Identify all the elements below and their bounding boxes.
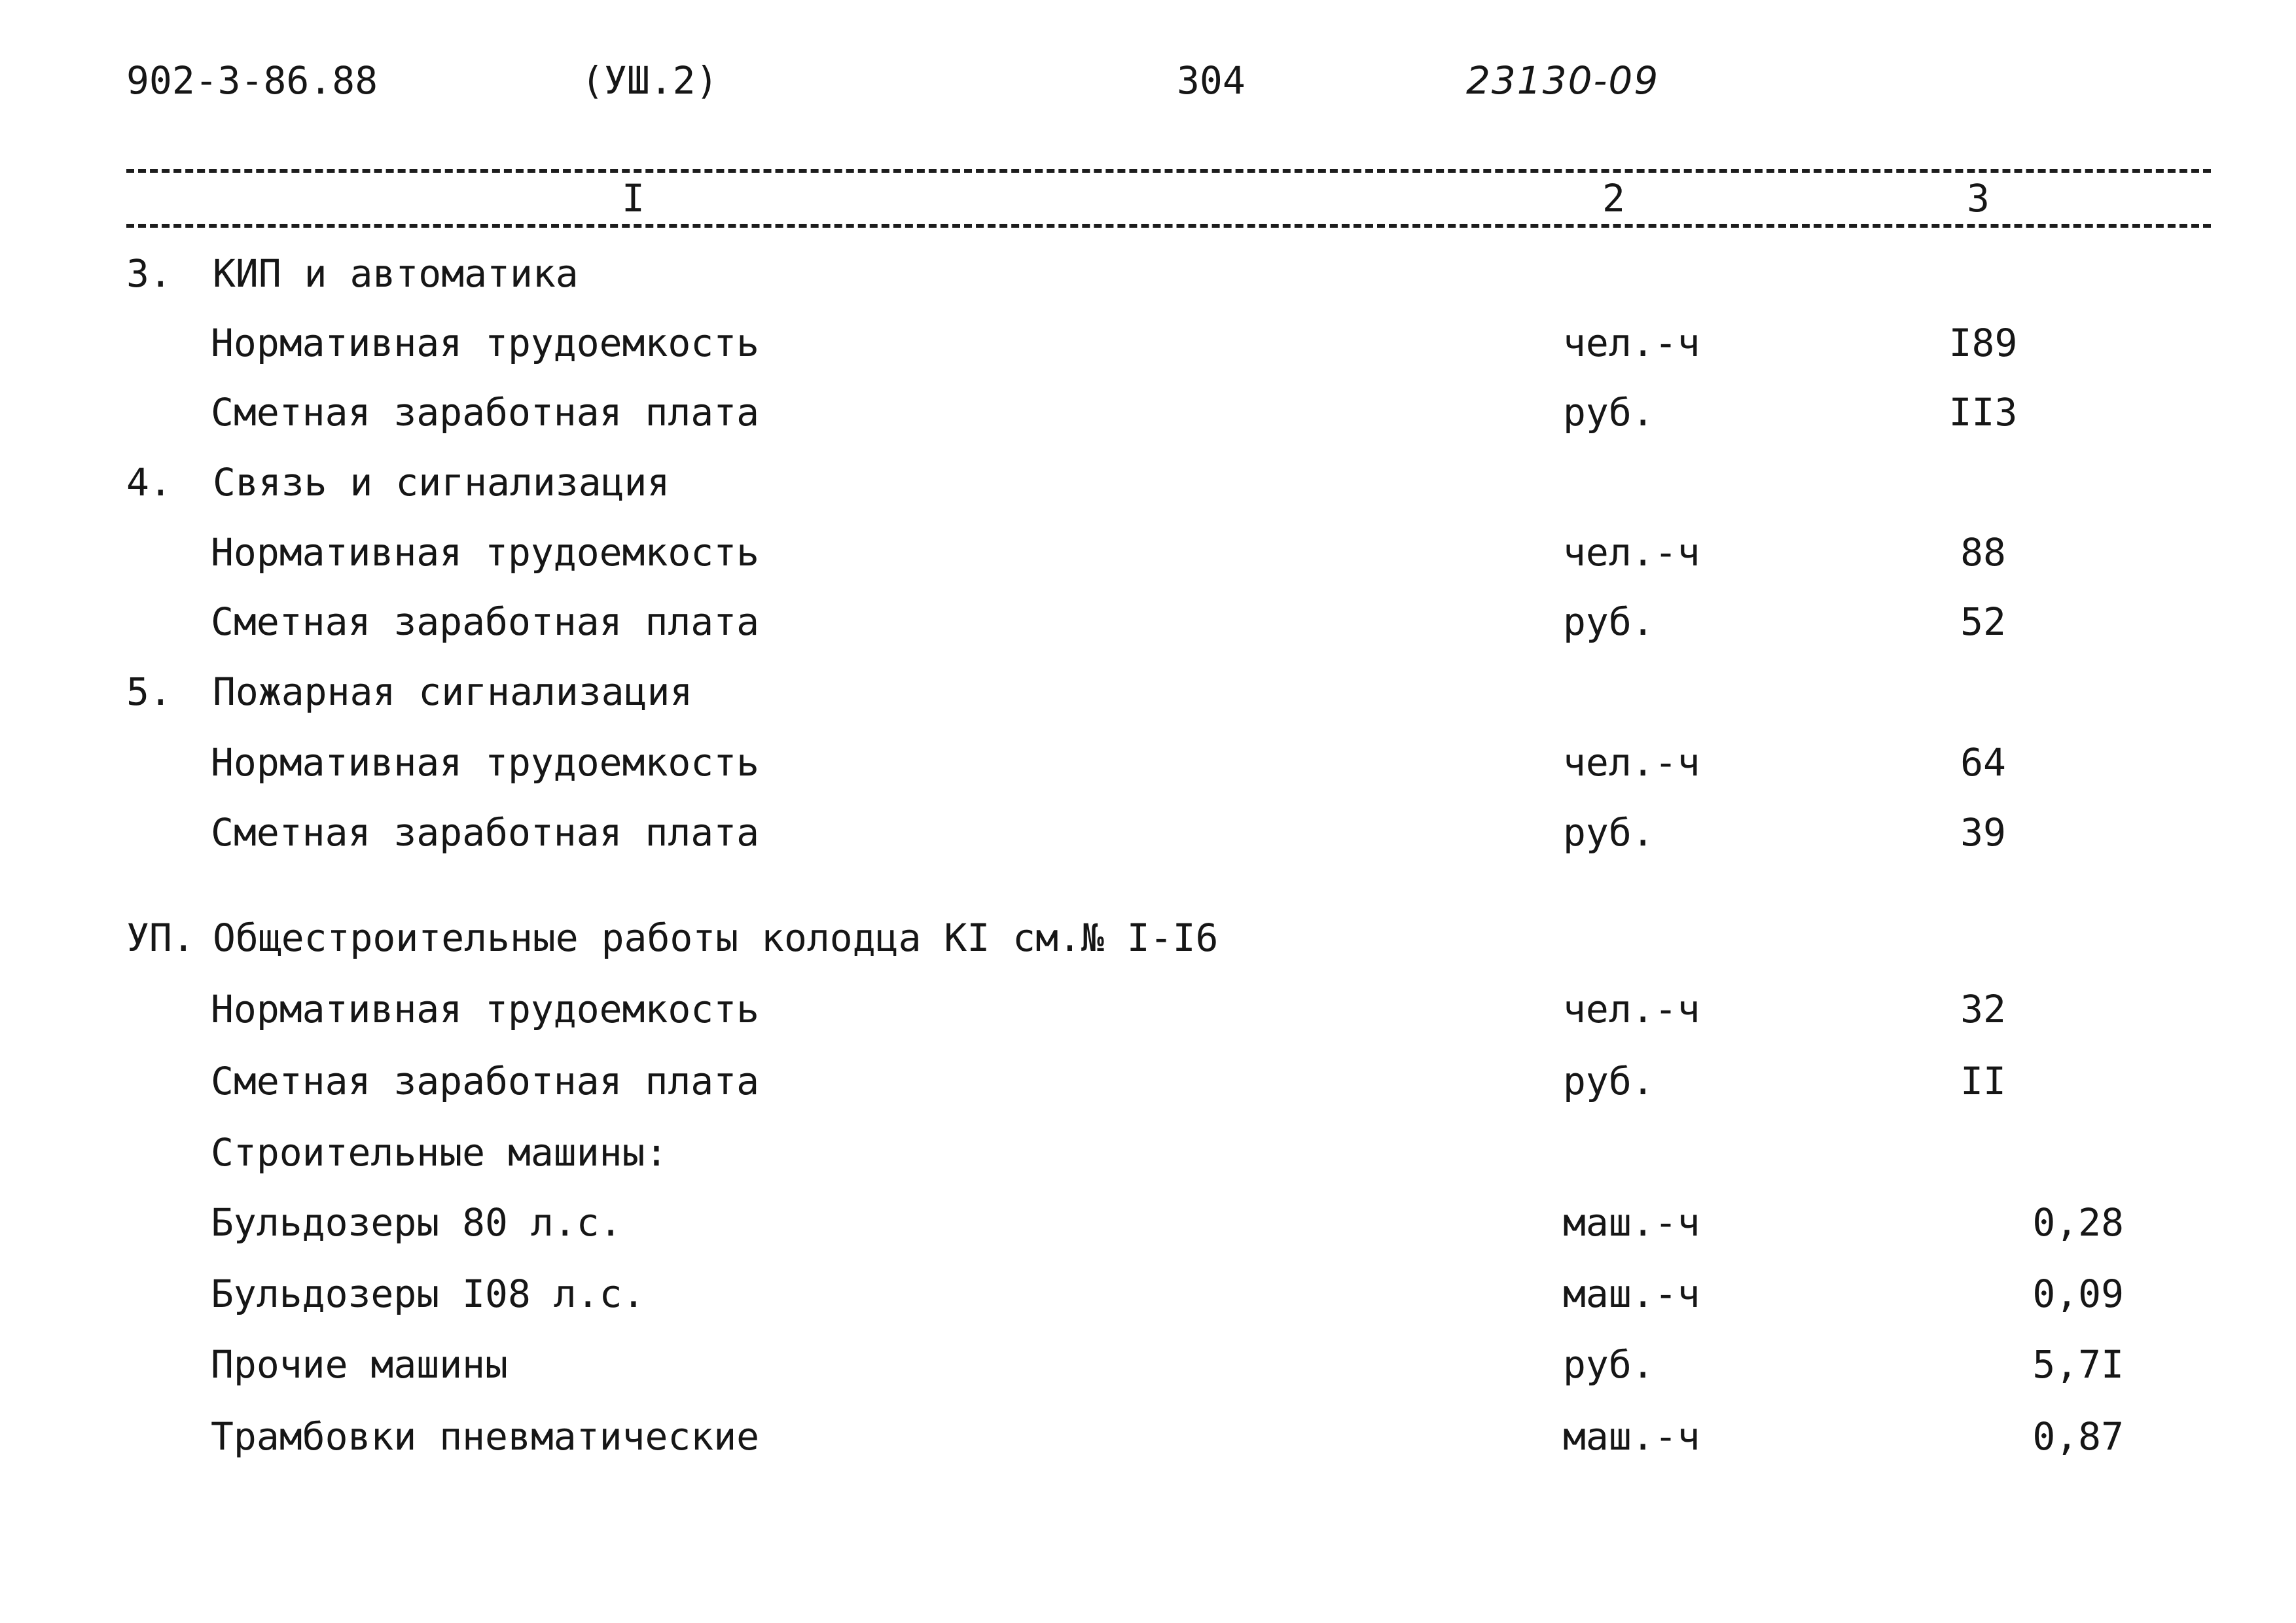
- row-label: Сметная заработная плата: [211, 1059, 760, 1103]
- table-row: [0, 986, 2296, 1032]
- table-row: [0, 529, 2296, 575]
- table-row: [0, 740, 2296, 785]
- row-value: II: [1960, 1059, 2006, 1103]
- row-value: 52: [1960, 599, 2006, 644]
- row-number: УП.: [126, 916, 195, 960]
- column-header-3: 3: [1967, 176, 1990, 221]
- row-value: 39: [1960, 810, 2006, 855]
- row-unit: маш.-ч: [1563, 1200, 1700, 1245]
- inventory-stamp: 23130-09: [1466, 58, 1660, 103]
- row-label: Пожарная сигнализация: [213, 669, 693, 714]
- row-label: Прочие машины: [211, 1342, 508, 1387]
- table-header-bottom-rule: [126, 224, 2211, 228]
- row-label: Трамбовки пневматические: [211, 1414, 760, 1459]
- document-code: 902-3-86.88: [126, 58, 378, 103]
- row-unit: руб.: [1563, 810, 1655, 855]
- row-value: 5,7I: [2032, 1342, 2124, 1387]
- row-unit: руб.: [1563, 1059, 1655, 1103]
- row-label: Бульдозеры I08 л.с.: [211, 1272, 645, 1316]
- row-unit: чел.-ч: [1563, 530, 1700, 575]
- table-row: [0, 389, 2296, 435]
- row-label: Общестроительные работы колодца КI см.№ I-I6: [213, 916, 1219, 960]
- row-unit: чел.-ч: [1563, 740, 1700, 785]
- table-row: [0, 1200, 2296, 1245]
- table-row: [0, 599, 2296, 645]
- row-value: II3: [1948, 390, 2018, 435]
- column-header-2: 2: [1602, 176, 1625, 221]
- row-value: 0,28: [2032, 1200, 2124, 1245]
- row-unit: маш.-ч: [1563, 1414, 1700, 1459]
- row-unit: чел.-ч: [1563, 987, 1700, 1031]
- table-row: [0, 459, 2296, 505]
- row-label: Нормативная трудоемкость: [211, 987, 760, 1031]
- row-value: 64: [1960, 740, 2006, 785]
- row-label: Сметная заработная плата: [211, 810, 760, 855]
- table-row: [0, 251, 2296, 296]
- table-row: [0, 810, 2296, 855]
- table-row: [0, 669, 2296, 715]
- row-unit: руб.: [1563, 1342, 1655, 1387]
- table-row: [0, 1414, 2296, 1459]
- row-unit: чел.-ч: [1563, 321, 1700, 365]
- table-row: [0, 1130, 2296, 1175]
- table-row: [0, 1271, 2296, 1317]
- table-row: [0, 1058, 2296, 1104]
- row-unit: маш.-ч: [1563, 1272, 1700, 1316]
- row-value: 32: [1960, 987, 2006, 1031]
- column-header-1: I: [622, 176, 645, 221]
- table-header-top-rule: [126, 169, 2211, 173]
- row-label: Строительные машины:: [211, 1130, 668, 1175]
- table-row: [0, 320, 2296, 366]
- row-number: 5.: [126, 669, 172, 714]
- row-value: 88: [1960, 530, 2006, 575]
- row-label: Бульдозеры 80 л.с.: [211, 1200, 622, 1245]
- row-value: 0,09: [2032, 1272, 2124, 1316]
- table-row: [0, 1342, 2296, 1387]
- row-value: I89: [1948, 321, 2018, 365]
- row-number: 4.: [126, 460, 172, 505]
- document-part: (УШ.2): [581, 58, 719, 103]
- row-value: 0,87: [2032, 1414, 2124, 1459]
- row-label: Нормативная трудоемкость: [211, 321, 760, 365]
- row-label: Связь и сигнализация: [213, 460, 670, 505]
- row-unit: руб.: [1563, 390, 1655, 435]
- row-unit: руб.: [1563, 599, 1655, 644]
- row-label: Сметная заработная плата: [211, 599, 760, 644]
- row-label: КИП и автоматика: [213, 251, 579, 296]
- row-label: Сметная заработная плата: [211, 390, 760, 435]
- table-row: [0, 915, 2296, 961]
- row-label: Нормативная трудоемкость: [211, 740, 760, 785]
- page-number: 304: [1177, 58, 1246, 103]
- row-label: Нормативная трудоемкость: [211, 530, 760, 575]
- row-number: 3.: [126, 251, 172, 296]
